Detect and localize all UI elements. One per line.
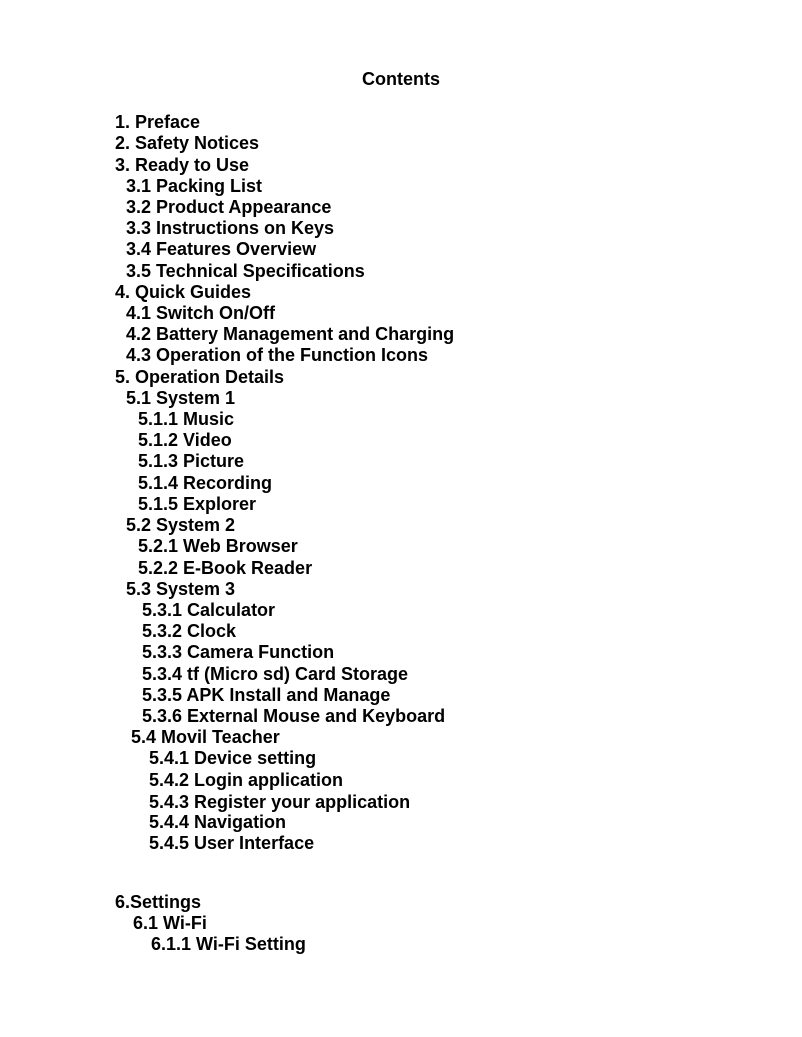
toc-entry: 4.1 Switch On/Off <box>126 303 276 323</box>
toc-entry: 2. Safety Notices <box>115 133 260 153</box>
toc-entry: 4.3 Operation of the Function Icons <box>126 345 429 365</box>
toc-entry: 5.4.1 Device setting <box>149 748 317 768</box>
toc-entry: 3. Ready to Use <box>115 155 250 175</box>
toc-entry: 5.1.1 Music <box>138 409 235 429</box>
toc-entry: 5.4.4 Navigation <box>149 812 287 832</box>
toc-entry: 5. Operation Details <box>115 367 285 387</box>
toc-entry: 4. Quick Guides <box>115 282 252 302</box>
toc-entry: 6.Settings <box>115 892 202 912</box>
toc-entry: 5.3 System 3 <box>126 579 236 599</box>
toc-entry: 6.1.1 Wi-Fi Setting <box>151 934 306 954</box>
toc-entry: 5.3.1 Calculator <box>142 600 276 620</box>
toc-entry: 3.1 Packing List <box>126 176 263 196</box>
toc-entry: 5.3.6 External Mouse and Keyboard <box>142 706 446 726</box>
toc-entry: 5.4.5 User Interface <box>149 833 315 853</box>
toc-entry: 5.1.3 Picture <box>138 451 245 471</box>
toc-entry: 5.4.2 Login application <box>149 770 344 790</box>
toc-entry: 5.1.2 Video <box>138 430 232 450</box>
toc-entry: 5.4.3 Register your application <box>149 792 411 812</box>
toc-entry: 5.4 Movil Teacher <box>131 727 280 747</box>
toc-entry: 5.2 System 2 <box>126 515 236 535</box>
toc-entry: 5.3.3 Camera Function <box>142 642 335 662</box>
toc-entry: 5.3.2 Clock <box>142 621 237 641</box>
toc-entry: 5.1.5 Explorer <box>138 494 257 514</box>
toc-entry: 3.5 Technical Specifications <box>126 261 365 281</box>
toc-entry: 5.1.4 Recording <box>138 473 273 493</box>
toc-entry: 5.1 System 1 <box>126 388 236 408</box>
toc-entry: 1. Preface <box>115 112 201 132</box>
page-title: Contents <box>362 69 440 89</box>
toc-entry: 5.2.1 Web Browser <box>138 536 298 556</box>
toc-entry: 4.2 Battery Management and Charging <box>126 324 455 344</box>
toc-entry: 5.3.5 APK Install and Manage <box>142 685 391 705</box>
toc-entry: 5.2.2 E-Book Reader <box>138 558 313 578</box>
toc-entry: 3.2 Product Appearance <box>126 197 332 217</box>
toc-entry: 6.1 Wi-Fi <box>133 913 207 933</box>
toc-entry: 3.4 Features Overview <box>126 239 317 259</box>
toc-entry: 5.3.4 tf (Micro sd) Card Storage <box>142 664 409 684</box>
toc-entry: 3.3 Instructions on Keys <box>126 218 335 238</box>
